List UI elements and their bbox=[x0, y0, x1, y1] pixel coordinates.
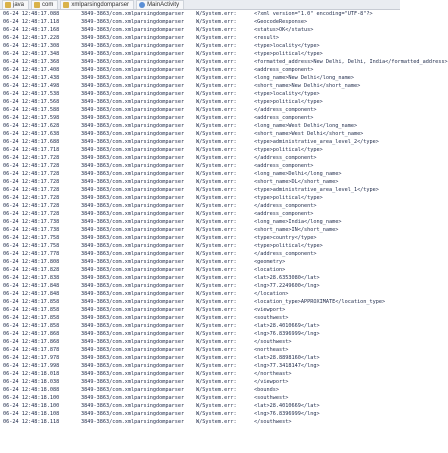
log-tag: W/System.err: bbox=[196, 43, 237, 49]
log-time: 06-24 12:48:17.168 bbox=[3, 27, 60, 33]
log-row[interactable] bbox=[0, 42, 400, 50]
folder-icon bbox=[5, 2, 11, 8]
log-message: <long_name>India</long_name> bbox=[254, 219, 342, 225]
log-tag: W/System.err: bbox=[196, 251, 237, 257]
log-tag: W/System.err: bbox=[196, 259, 237, 265]
log-process: 3849-3863/com.xmlparsingdomparser bbox=[81, 155, 185, 161]
log-process: 3849-3863/com.xmlparsingdomparser bbox=[81, 75, 185, 81]
log-tag: W/System.err: bbox=[196, 299, 237, 305]
log-time: 06-24 12:48:17.498 bbox=[3, 83, 60, 89]
folder-icon bbox=[63, 2, 69, 8]
log-tag: W/System.err: bbox=[196, 35, 237, 41]
log-row[interactable] bbox=[0, 258, 400, 266]
log-message: </southwest> bbox=[254, 339, 292, 345]
log-process: 3849-3863/com.xmlparsingdomparser bbox=[81, 411, 185, 417]
log-process: 3849-3863/com.xmlparsingdomparser bbox=[81, 171, 185, 177]
log-message: <long_name>West Delhi</long_name> bbox=[254, 123, 358, 129]
log-process: 3849-3863/com.xmlparsingdomparser bbox=[81, 147, 185, 153]
log-process: 3849-3863/com.xmlparsingdomparser bbox=[81, 283, 185, 289]
log-tag: W/System.err: bbox=[196, 243, 237, 249]
log-row[interactable] bbox=[0, 410, 400, 418]
logcat-output[interactable] bbox=[0, 10, 448, 453]
log-tag: W/System.err: bbox=[196, 179, 237, 185]
log-row[interactable] bbox=[0, 170, 400, 178]
log-tag: W/System.err: bbox=[196, 387, 237, 393]
log-time: 06-24 12:48:17.568 bbox=[3, 99, 60, 105]
log-time: 06-24 12:48:17.998 bbox=[3, 363, 60, 369]
log-tag: W/System.err: bbox=[196, 147, 237, 153]
log-process: 3849-3863/com.xmlparsingdomparser bbox=[81, 139, 185, 145]
log-message: </northeast> bbox=[254, 371, 292, 377]
log-process: 3849-3863/com.xmlparsingdomparser bbox=[81, 395, 185, 401]
log-time: 06-24 12:48:17.718 bbox=[3, 147, 60, 153]
log-time: 06-24 12:48:17.598 bbox=[3, 115, 60, 121]
log-row[interactable] bbox=[0, 82, 400, 90]
log-time: 06-24 12:48:17.738 bbox=[3, 227, 60, 233]
log-message: <short_name>IN</short_name> bbox=[254, 227, 339, 233]
log-process: 3849-3863/com.xmlparsingdomparser bbox=[81, 291, 185, 297]
log-process: 3849-3863/com.xmlparsingdomparser bbox=[81, 347, 185, 353]
log-time: 06-24 12:48:17.228 bbox=[3, 35, 60, 41]
log-message: <type>political</type> bbox=[254, 243, 323, 249]
log-message: <type>country</type> bbox=[254, 235, 317, 241]
log-process: 3849-3863/com.xmlparsingdomparser bbox=[81, 387, 185, 393]
log-time: 06-24 12:48:18.100 bbox=[3, 395, 60, 401]
log-message: <lng>76.8396999</lng> bbox=[254, 331, 320, 337]
log-process: 3849-3863/com.xmlparsingdomparser bbox=[81, 299, 185, 305]
log-message: <southwest> bbox=[254, 395, 289, 401]
log-row[interactable] bbox=[0, 194, 400, 202]
log-message: <long_name>Delhi</long_name> bbox=[254, 171, 342, 177]
log-process: 3849-3863/com.xmlparsingdomparser bbox=[81, 363, 185, 369]
log-message: <GeocodeResponse> bbox=[254, 19, 308, 25]
log-time: 06-24 12:48:17.808 bbox=[3, 259, 60, 265]
log-row[interactable] bbox=[0, 402, 400, 410]
log-row[interactable] bbox=[0, 74, 400, 82]
log-message: <short_name>West Delhi</short_name> bbox=[254, 131, 364, 137]
log-row[interactable] bbox=[0, 346, 400, 354]
log-message: <viewport> bbox=[254, 307, 286, 313]
log-process: 3849-3863/com.xmlparsingdomparser bbox=[81, 179, 185, 185]
log-row[interactable] bbox=[0, 130, 400, 138]
log-process: 3849-3863/com.xmlparsingdomparser bbox=[81, 99, 185, 105]
log-process: 3849-3863/com.xmlparsingdomparser bbox=[81, 267, 185, 273]
log-tag: W/System.err: bbox=[196, 131, 237, 137]
log-process: 3849-3863/com.xmlparsingdomparser bbox=[81, 219, 185, 225]
log-process: 3849-3863/com.xmlparsingdomparser bbox=[81, 51, 185, 57]
log-time: 06-24 12:48:17.868 bbox=[3, 331, 60, 337]
log-row[interactable] bbox=[0, 330, 400, 338]
log-message: </southwest> bbox=[254, 419, 292, 425]
log-tag: W/System.err: bbox=[196, 235, 237, 241]
log-tag: W/System.err: bbox=[196, 371, 237, 377]
log-time: 06-24 12:48:17.978 bbox=[3, 355, 60, 361]
log-tag: W/System.err: bbox=[196, 19, 237, 25]
log-time: 06-24 12:48:17.728 bbox=[3, 187, 60, 193]
log-time: 06-24 12:48:17.868 bbox=[3, 339, 60, 345]
log-message: <location_type>APPROXIMATE</location_type> bbox=[254, 299, 386, 305]
log-time: 06-24 12:48:17.638 bbox=[3, 131, 60, 137]
log-message: </address_component> bbox=[254, 155, 317, 161]
log-tag: W/System.err: bbox=[196, 195, 237, 201]
log-message: <result> bbox=[254, 35, 279, 41]
log-row[interactable] bbox=[0, 242, 400, 250]
log-time: 06-24 12:48:17.858 bbox=[3, 307, 60, 313]
log-row[interactable] bbox=[0, 154, 400, 162]
log-time: 06-24 12:48:18.038 bbox=[3, 379, 60, 385]
tab-com[interactable] bbox=[31, 0, 58, 9]
log-row[interactable] bbox=[0, 66, 400, 74]
log-time: 06-24 12:48:17.758 bbox=[3, 243, 60, 249]
log-process: 3849-3863/com.xmlparsingdomparser bbox=[81, 131, 185, 137]
log-message: <type>political</type> bbox=[254, 51, 323, 57]
log-process: 3849-3863/com.xmlparsingdomparser bbox=[81, 355, 185, 361]
log-row[interactable] bbox=[0, 314, 400, 322]
log-row[interactable] bbox=[0, 34, 400, 42]
log-tag: W/System.err: bbox=[196, 411, 237, 417]
log-process: 3849-3863/com.xmlparsingdomparser bbox=[81, 323, 185, 329]
log-message: <short_name>DL</short_name> bbox=[254, 179, 339, 185]
tab-xmlparsingdomparser[interactable] bbox=[60, 0, 134, 9]
log-process: 3849-3863/com.xmlparsingdomparser bbox=[81, 211, 185, 217]
log-row[interactable] bbox=[0, 322, 400, 330]
log-row[interactable] bbox=[0, 250, 400, 258]
log-process: 3849-3863/com.xmlparsingdomparser bbox=[81, 419, 185, 425]
tab-java[interactable] bbox=[2, 0, 29, 9]
log-time: 06-24 12:48:17.728 bbox=[3, 155, 60, 161]
log-message: <long_name>New Delhi</long_name> bbox=[254, 75, 354, 81]
log-process: 3849-3863/com.xmlparsingdomparser bbox=[81, 27, 185, 33]
log-tag: W/System.err: bbox=[196, 115, 237, 121]
log-row[interactable] bbox=[0, 26, 400, 34]
log-row[interactable] bbox=[0, 266, 400, 274]
log-row[interactable] bbox=[0, 362, 400, 370]
log-message: <lng>77.2249600</lng> bbox=[254, 283, 320, 289]
tab-label: com bbox=[42, 2, 54, 8]
log-row[interactable] bbox=[0, 394, 400, 402]
log-tag: W/System.err: bbox=[196, 11, 237, 17]
log-tag: W/System.err: bbox=[196, 315, 237, 321]
log-time: 06-24 12:48:17.728 bbox=[3, 171, 60, 177]
log-process: 3849-3863/com.xmlparsingdomparser bbox=[81, 243, 185, 249]
log-process: 3849-3863/com.xmlparsingdomparser bbox=[81, 195, 185, 201]
log-tag: W/System.err: bbox=[196, 363, 237, 369]
log-message: <short_name>New Delhi</short_name> bbox=[254, 83, 361, 89]
log-tag: W/System.err: bbox=[196, 323, 237, 329]
log-process: 3849-3863/com.xmlparsingdomparser bbox=[81, 163, 185, 169]
log-row[interactable] bbox=[0, 98, 400, 106]
log-row[interactable] bbox=[0, 354, 400, 362]
log-message: <lat>28.6353080</lat> bbox=[254, 275, 320, 281]
log-tag: W/System.err: bbox=[196, 163, 237, 169]
log-tag: W/System.err: bbox=[196, 403, 237, 409]
log-row[interactable] bbox=[0, 274, 400, 282]
log-row[interactable] bbox=[0, 202, 400, 210]
log-tag: W/System.err: bbox=[196, 171, 237, 177]
log-row[interactable] bbox=[0, 10, 400, 18]
log-message: <geometry> bbox=[254, 259, 286, 265]
log-row[interactable] bbox=[0, 386, 400, 394]
log-row[interactable] bbox=[0, 218, 400, 226]
log-time: 06-24 12:48:17.848 bbox=[3, 291, 60, 297]
log-time: 06-24 12:48:17.368 bbox=[3, 59, 60, 65]
log-tag: W/System.err: bbox=[196, 27, 237, 33]
log-message: <status>OK</status> bbox=[254, 27, 314, 33]
log-message: <type>administrative_area_level_1</type> bbox=[254, 187, 379, 193]
log-row[interactable] bbox=[0, 338, 400, 346]
log-time: 06-24 12:48:17.848 bbox=[3, 283, 60, 289]
log-row[interactable] bbox=[0, 106, 400, 114]
log-process: 3849-3863/com.xmlparsingdomparser bbox=[81, 371, 185, 377]
log-message: <address_component> bbox=[254, 163, 314, 169]
log-message: </location> bbox=[254, 291, 289, 297]
log-process: 3849-3863/com.xmlparsingdomparser bbox=[81, 315, 185, 321]
log-row[interactable] bbox=[0, 370, 400, 378]
log-time: 06-24 12:48:17.758 bbox=[3, 235, 60, 241]
log-row[interactable] bbox=[0, 210, 400, 218]
log-row[interactable] bbox=[0, 138, 400, 146]
log-message: <type>political</type> bbox=[254, 195, 323, 201]
log-time: 06-24 12:48:17.858 bbox=[3, 299, 60, 305]
log-process: 3849-3863/com.xmlparsingdomparser bbox=[81, 19, 185, 25]
log-row[interactable] bbox=[0, 378, 400, 386]
log-tag: W/System.err: bbox=[196, 91, 237, 97]
log-time: 06-24 12:48:17.118 bbox=[3, 19, 60, 25]
log-process: 3849-3863/com.xmlparsingdomparser bbox=[81, 187, 185, 193]
log-message: </address_component> bbox=[254, 107, 317, 113]
log-time: 06-24 12:48:17.538 bbox=[3, 91, 60, 97]
log-tag: W/System.err: bbox=[196, 283, 237, 289]
log-tag: W/System.err: bbox=[196, 267, 237, 273]
log-process: 3849-3863/com.xmlparsingdomparser bbox=[81, 91, 185, 97]
log-tag: W/System.err: bbox=[196, 107, 237, 113]
log-message: <address_component> bbox=[254, 211, 314, 217]
log-process: 3849-3863/com.xmlparsingdomparser bbox=[81, 203, 185, 209]
log-row[interactable] bbox=[0, 114, 400, 122]
log-time: 06-24 12:48:18.088 bbox=[3, 387, 60, 393]
tab-label: MainActivity bbox=[147, 2, 180, 8]
log-process: 3849-3863/com.xmlparsingdomparser bbox=[81, 83, 185, 89]
log-row[interactable] bbox=[0, 146, 400, 154]
log-time: 06-24 12:48:18.018 bbox=[3, 371, 60, 377]
log-time: 06-24 12:48:17.308 bbox=[3, 43, 60, 49]
log-message: <address_component> bbox=[254, 67, 314, 73]
log-message: <location> bbox=[254, 267, 286, 273]
log-process: 3849-3863/com.xmlparsingdomparser bbox=[81, 307, 185, 313]
log-tag: W/System.err: bbox=[196, 75, 237, 81]
tab-mainactivity[interactable] bbox=[136, 0, 184, 9]
log-tag: W/System.err: bbox=[196, 227, 237, 233]
log-message: <type>political</type> bbox=[254, 147, 323, 153]
log-time: 06-24 12:48:17.878 bbox=[3, 347, 60, 353]
log-row[interactable] bbox=[0, 290, 400, 298]
log-time: 06-24 12:48:17.838 bbox=[3, 275, 60, 281]
log-tag: W/System.err: bbox=[196, 99, 237, 105]
log-row[interactable] bbox=[0, 226, 400, 234]
log-time: 06-24 12:48:18.118 bbox=[3, 419, 60, 425]
folder-icon bbox=[34, 2, 40, 8]
log-time: 06-24 12:48:18.108 bbox=[3, 411, 60, 417]
log-process: 3849-3863/com.xmlparsingdomparser bbox=[81, 275, 185, 281]
log-time: 06-24 12:48:17.728 bbox=[3, 179, 60, 185]
log-row[interactable] bbox=[0, 298, 400, 306]
log-process: 3849-3863/com.xmlparsingdomparser bbox=[81, 35, 185, 41]
log-process: 3849-3863/com.xmlparsingdomparser bbox=[81, 259, 185, 265]
log-time: 06-24 12:48:17.728 bbox=[3, 195, 60, 201]
log-time: 06-24 12:48:17.728 bbox=[3, 211, 60, 217]
log-time: 06-24 12:48:17.738 bbox=[3, 219, 60, 225]
log-process: 3849-3863/com.xmlparsingdomparser bbox=[81, 11, 185, 17]
tab-label: java bbox=[13, 2, 25, 8]
tab-label: xmlparsingdomparser bbox=[71, 2, 130, 8]
log-tag: W/System.err: bbox=[196, 419, 237, 425]
log-row[interactable] bbox=[0, 234, 400, 242]
log-message: <lat>28.8898160</lat> bbox=[254, 355, 320, 361]
log-tag: W/System.err: bbox=[196, 307, 237, 313]
log-time: 06-24 12:48:18.100 bbox=[3, 403, 60, 409]
log-process: 3849-3863/com.xmlparsingdomparser bbox=[81, 227, 185, 233]
log-row[interactable] bbox=[0, 418, 400, 426]
log-process: 3849-3863/com.xmlparsingdomparser bbox=[81, 59, 185, 65]
log-tag: W/System.err: bbox=[196, 203, 237, 209]
log-process: 3849-3863/com.xmlparsingdomparser bbox=[81, 43, 185, 49]
log-time: 06-24 12:48:17.858 bbox=[3, 315, 60, 321]
log-row[interactable] bbox=[0, 282, 400, 290]
log-tag: W/System.err: bbox=[196, 339, 237, 345]
log-tag: W/System.err: bbox=[196, 355, 237, 361]
log-process: 3849-3863/com.xmlparsingdomparser bbox=[81, 235, 185, 241]
log-row[interactable] bbox=[0, 50, 400, 58]
log-tag: W/System.err: bbox=[196, 67, 237, 73]
log-row[interactable] bbox=[0, 18, 400, 26]
log-message: <bounds> bbox=[254, 387, 279, 393]
log-tag: W/System.err: bbox=[196, 395, 237, 401]
log-message: <type>locality</type> bbox=[254, 91, 320, 97]
log-time: 06-24 12:48:17.408 bbox=[3, 67, 60, 73]
log-process: 3849-3863/com.xmlparsingdomparser bbox=[81, 107, 185, 113]
log-tag: W/System.err: bbox=[196, 139, 237, 145]
log-time: 06-24 12:48:17.588 bbox=[3, 107, 60, 113]
log-row[interactable] bbox=[0, 122, 400, 130]
log-time: 06-24 12:48:17.728 bbox=[3, 163, 60, 169]
log-tag: W/System.err: bbox=[196, 275, 237, 281]
log-tag: W/System.err: bbox=[196, 347, 237, 353]
log-tag: W/System.err: bbox=[196, 83, 237, 89]
log-tag: W/System.err: bbox=[196, 219, 237, 225]
log-message: <type>administrative_area_level_2</type> bbox=[254, 139, 379, 145]
log-message: <southwest> bbox=[254, 315, 289, 321]
log-time: 06-24 12:48:17.858 bbox=[3, 323, 60, 329]
log-row[interactable] bbox=[0, 306, 400, 314]
log-message: <?xml version="1.0" encoding="UTF-8"?> bbox=[254, 11, 373, 17]
log-process: 3849-3863/com.xmlparsingdomparser bbox=[81, 67, 185, 73]
log-tag: W/System.err: bbox=[196, 59, 237, 65]
log-process: 3849-3863/com.xmlparsingdomparser bbox=[81, 251, 185, 257]
log-process: 3849-3863/com.xmlparsingdomparser bbox=[81, 123, 185, 129]
log-time: 06-24 12:48:17.438 bbox=[3, 75, 60, 81]
log-row[interactable] bbox=[0, 186, 400, 194]
log-tag: W/System.err: bbox=[196, 187, 237, 193]
log-row[interactable] bbox=[0, 90, 400, 98]
log-process: 3849-3863/com.xmlparsingdomparser bbox=[81, 115, 185, 121]
log-tag: W/System.err: bbox=[196, 291, 237, 297]
log-process: 3849-3863/com.xmlparsingdomparser bbox=[81, 331, 185, 337]
log-message: <lng>77.3418147</lng> bbox=[254, 363, 320, 369]
log-time: 06-24 12:48:17.728 bbox=[3, 203, 60, 209]
log-message: </viewport> bbox=[254, 379, 289, 385]
log-row[interactable] bbox=[0, 162, 400, 170]
breadcrumb-tabs bbox=[0, 0, 400, 10]
log-message: <lat>28.4010669</lat> bbox=[254, 323, 320, 329]
log-message: </address_component> bbox=[254, 203, 317, 209]
log-time: 06-24 12:48:17.348 bbox=[3, 51, 60, 57]
class-icon bbox=[139, 2, 145, 8]
log-time: 06-24 12:48:17.628 bbox=[3, 123, 60, 129]
log-row[interactable] bbox=[0, 58, 448, 66]
log-message: <address_component> bbox=[254, 115, 314, 121]
log-message: <lng>76.8396999</lng> bbox=[254, 411, 320, 417]
log-row[interactable] bbox=[0, 178, 400, 186]
log-message: <type>political</type> bbox=[254, 99, 323, 105]
log-time: 06-24 12:48:17.088 bbox=[3, 11, 60, 17]
log-tag: W/System.err: bbox=[196, 211, 237, 217]
log-message: <lat>28.4010669</lat> bbox=[254, 403, 320, 409]
log-process: 3849-3863/com.xmlparsingdomparser bbox=[81, 403, 185, 409]
log-tag: W/System.err: bbox=[196, 379, 237, 385]
log-time: 06-24 12:48:17.778 bbox=[3, 251, 60, 257]
log-tag: W/System.err: bbox=[196, 51, 237, 57]
log-process: 3849-3863/com.xmlparsingdomparser bbox=[81, 379, 185, 385]
log-tag: W/System.err: bbox=[196, 123, 237, 129]
log-message: <formatted_address>New Delhi, Delhi, India</formatted_address> bbox=[254, 59, 448, 65]
log-message: </address_component> bbox=[254, 251, 317, 257]
log-time: 06-24 12:48:17.688 bbox=[3, 139, 60, 145]
log-message: <type>locality</type> bbox=[254, 43, 320, 49]
log-message: <northeast> bbox=[254, 347, 289, 353]
log-process: 3849-3863/com.xmlparsingdomparser bbox=[81, 339, 185, 345]
log-tag: W/System.err: bbox=[196, 155, 237, 161]
log-time: 06-24 12:48:17.828 bbox=[3, 267, 60, 273]
log-tag: W/System.err: bbox=[196, 331, 237, 337]
